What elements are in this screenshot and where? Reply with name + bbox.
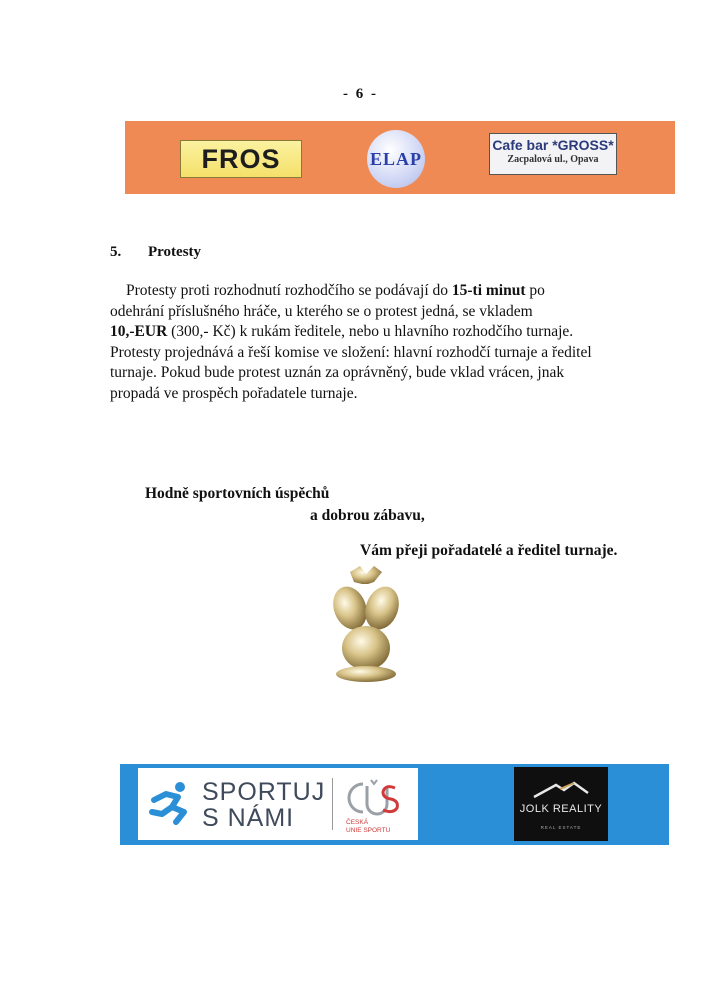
cafe-address: Zacpalová ul., Opava: [507, 154, 599, 165]
elap-logo: [367, 130, 425, 188]
jolk-reality-logo: [514, 767, 608, 841]
protest-paragraph: [110, 281, 640, 404]
paragraph-line: turnaje. Pokud bude protest uznán za oprávněný, bude vklad vrácen, jnak: [110, 364, 565, 381]
sponsor-banner-bottom: [120, 764, 669, 845]
bold-deposit: 10,-EUR: [110, 323, 168, 340]
paragraph-line: [110, 281, 640, 302]
paragraph-line: Protesty projednává a řeší komise ve složení: hlavní rozhodčí turnaje a ředitel: [110, 343, 592, 361]
paragraph-line: [110, 322, 640, 343]
section-title: Protesty: [148, 244, 202, 260]
elap-logo-text: ELAP: [369, 148, 422, 169]
cus-logo-icon: [343, 778, 403, 818]
sportuj-text: SPORTUJ: [202, 778, 326, 806]
cafe-bar-gross-logo: [489, 133, 617, 175]
roof-icon: [530, 779, 592, 801]
section-number: 5.: [110, 244, 122, 260]
closing-signature: Vám přeji pořadatelé a ředitel turnaje.: [360, 542, 618, 559]
jolk-subtitle: REAL ESTATE: [540, 825, 582, 830]
section-heading: [110, 244, 201, 261]
page-number: - 6 -: [343, 86, 378, 102]
runner-icon: [146, 780, 196, 828]
paragraph-line: odehrání příslušného hráče, u kterého se o protest jedná, se vkladem: [110, 302, 533, 320]
fros-logo: [180, 140, 302, 178]
fros-logo-text: FROS: [201, 143, 281, 174]
paragraph-line: propadá ve prospěch pořadatele turnaje.: [110, 384, 358, 402]
text-run: (300,- Kč) k rukám ředitele, nebo u hlavního rozhodčího turnaje.: [167, 323, 574, 340]
cus-caption: ČESKÁ UNIE SPORTU: [346, 819, 391, 834]
s-nami-text: S NÁMI: [202, 804, 295, 832]
cafe-title: Cafe bar *GROSS*: [492, 137, 614, 153]
logo-divider: [332, 778, 333, 830]
bowling-trophy-image: [320, 562, 410, 687]
closing-line-1: Hodně sportovních úspěchů: [145, 485, 330, 502]
sportuj-s-nami-logo: [138, 768, 418, 840]
closing-line-2: a dobrou zábavu,: [310, 507, 425, 524]
bold-deadline: 15-ti minut: [451, 282, 526, 299]
text-run: Protesty proti rozhodnutí rozhodčího se podávají do: [126, 282, 452, 299]
text-run: po: [525, 282, 545, 299]
sponsor-banner-top: [125, 121, 675, 194]
jolk-name: JOLK REALITY: [519, 803, 603, 815]
